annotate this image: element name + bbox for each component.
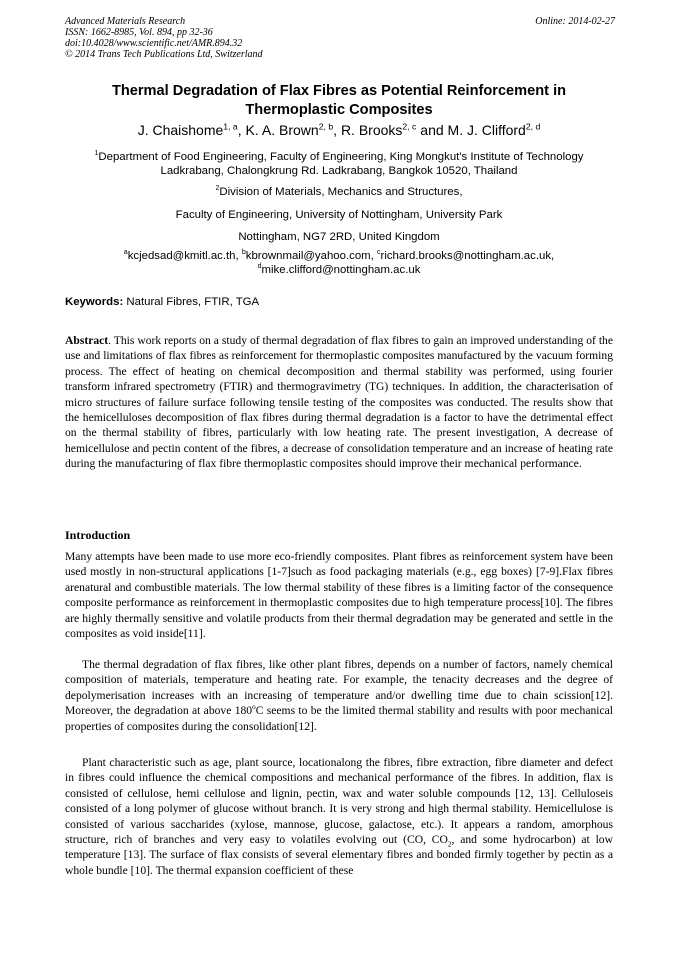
email-a: kcjedsad@kmitl.ac.th, <box>127 250 239 262</box>
paragraph-text: C seems to be the limited thermal stability and results with poor mechanical properties of composites during the consolidation[12]. <box>65 704 614 733</box>
intro-paragraph-2 <box>65 657 613 734</box>
author-sup: 2, c <box>402 121 417 132</box>
author-name: J. Chaishome <box>137 122 224 138</box>
affiliation-sup: 1 <box>94 150 99 158</box>
running-header <box>65 16 615 60</box>
title-line-1: Thermal Degradation of Flax Fibres as Potential Reinforcement in <box>111 83 567 99</box>
affiliation-line: Division of Materials, Mechanics and Structures, <box>219 186 463 198</box>
author-name: K. A. Brown <box>245 122 319 138</box>
affiliation-1 <box>60 150 618 178</box>
affiliation-sup: 2 <box>215 185 220 193</box>
email-c: richard.brooks@nottingham.ac.uk, <box>380 250 555 262</box>
affiliation-2 <box>60 185 618 199</box>
keywords <box>65 296 259 308</box>
journal-name: Advanced Materials Research <box>65 16 186 27</box>
abstract-text: . This work reports on a study of thermal degradation of flax fibres to gain an improved understanding of the use and limitations of flax fibres as reinforcement for thermoplastic composites manufactured by the vacuum forming process. The effect of heating on chemical decomposition and thermal stability was performed, using fourier transform infrared spectrometry (FTIR) and thermogravimetry (TG) techniques. In addition, the characterisation of micro structures of failure surface following tensile testing of the composites was conducted. The results show that the hemicelluloses decomposition of flax fibres during thermal degradation is a factor to have the detrimental effect on the thermal stability of fibres, particularly with low heating rate. The present investigation, A decrease of hemicellulose and pectin content of the fibres, a decrease of consolidation temperature and an increase of heating rate during the manufacturing of flax fibre thermoplastic composites should improve their mechanical performance. <box>65 334 613 471</box>
affiliation-line: Ladkrabang, Chalongkrung Rd. Ladkrabang, Bangkok 10520, Thailand <box>160 165 518 177</box>
degree-sup: o <box>252 703 256 712</box>
author-name: M. J. Clifford <box>447 122 526 138</box>
abstract-label: Abstract <box>65 334 109 347</box>
copyright-line: © 2014 Trans Tech Publications Ltd, Switzerland <box>65 49 263 60</box>
author-sup: 2, d <box>525 121 541 132</box>
paper-title <box>60 82 618 120</box>
email-list <box>60 249 618 277</box>
issn-line: ISSN: 1662-8985, Vol. 894, pp 32-36 <box>65 27 213 38</box>
intro-paragraph-3 <box>65 755 613 878</box>
affiliation-line: Department of Food Engineering, Faculty of Engineering, King Mongkut's Institute of Technology <box>98 151 584 163</box>
author-sup: 2, b <box>318 121 334 132</box>
abstract <box>65 333 613 472</box>
affiliation-line: Faculty of Engineering, University of Nottingham, University Park <box>175 209 503 221</box>
subscript: 2 <box>447 840 452 849</box>
keywords-text: Natural Fibres, FTIR, TGA <box>126 296 260 308</box>
doi-line: doi:10.4028/www.scientific.net/AMR.894.32 <box>65 38 243 49</box>
keywords-label: Keywords: <box>65 296 124 308</box>
affiliation-line: Nottingham, NG7 2RD, United Kingdom <box>238 231 440 243</box>
author-list: J. Chaishome$^{1, a}$, K. A. Brown$^{2, b}$, R. Brooks$^{2, c}$ and M. J. Clifford$^{2, d}$ <box>137 121 541 138</box>
author-sup: 1, a <box>223 121 238 132</box>
author-name: R. Brooks <box>340 122 403 138</box>
email-b: kbrownmail@yahoo.com, <box>245 250 374 262</box>
email-sup: b <box>241 249 246 257</box>
email-sup: a <box>123 249 128 257</box>
paragraph-text: , and some hydrocarbon) at low temperature [13]. The surface of flax consists of several elementary fibres and bonded firmly together by pectin as a whole bundle [10]. The thermal expansion coefficient of these <box>65 833 613 877</box>
title-line-2: Thermoplastic Composites <box>245 102 433 118</box>
email-d: mike.clifford@nottingham.ac.uk <box>261 264 421 276</box>
paragraph-text: Plant characteristic such as age, plant source, locationalong the fibres, fibre extraction, fibre diameter and defect in fibres could influence the chemical compositions and mechanical performance of the fibres. In addition, flax is consisted of cellulose, hemi cellulose and lignin, pectin, wax and water soluble compounds [12, 13]. Celluloseis consisted of a long polymer of glucose without branch. It is very strong and high thermal stability. Hemicellulose is consisted of various saccharides (xylose, mannose, glucose, galactose, etc.). It appears a random, amorphous structure, rich of branches and very easy to volatiles evolving out (CO, CO <box>65 756 613 847</box>
email-sup: d <box>257 263 262 271</box>
introduction-heading: Introduction <box>65 528 131 542</box>
online-date: Online: 2014-02-27 <box>535 16 615 27</box>
email-sup: c <box>377 249 381 257</box>
paragraph-text: The thermal degradation of flax fibres, like other plant fibres, depends on a number of factors, namely chemical composition of materials, temperature and heating rate. For example, the tenacity decreases and the degree of depolymerisation increases with an increasing of temperature and/or dwelling time due to chain scission[12]. Moreover, the degradation at above 180 <box>65 658 613 718</box>
intro-paragraph-1: Many attempts have been made to use more eco-friendly composites. Plant fibres as reinforcement system have been used mostly in non-structural applications [1-7]such as food packaging materials (e.g., egg boxes) [7-9].Flax fibres arenatural and combustible materials. The low thermal stability of these fibres is a limiting factor of the consequence composite performance as reinforcement in thermoplastic composites due to high temperature process[10]. The fibres are highly thermally sensitive and volatile products from their thermal degradation may be generated and settle in the composites as void inside[11]. <box>65 550 613 641</box>
